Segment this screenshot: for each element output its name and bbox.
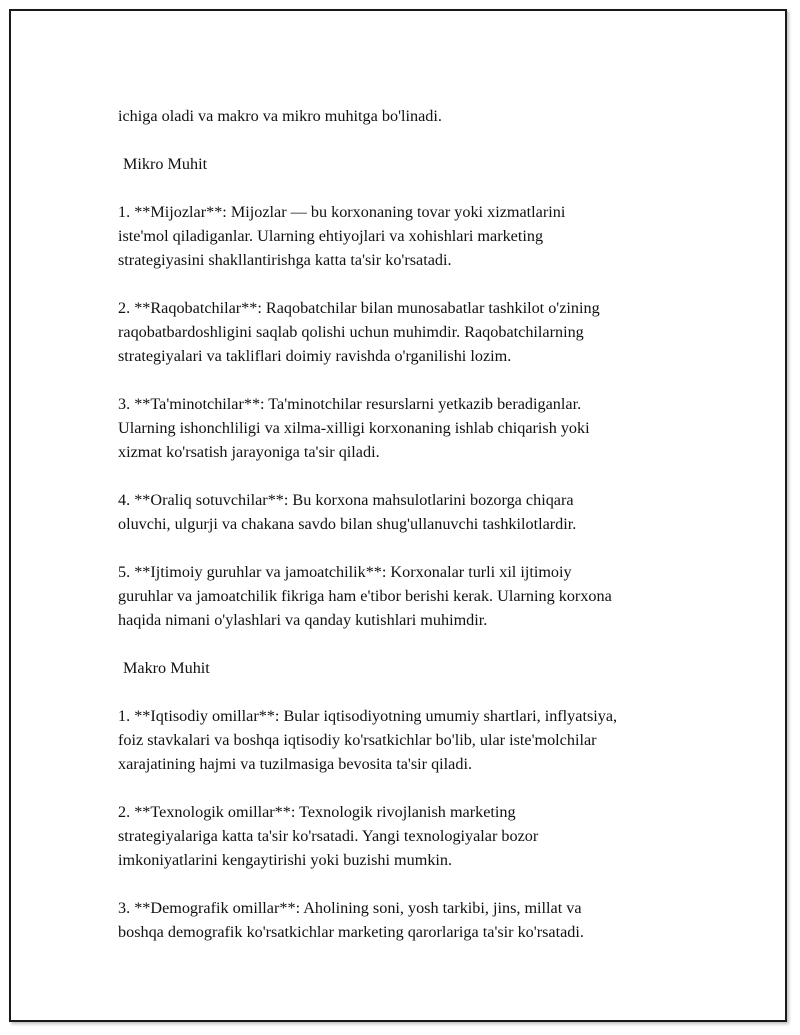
paragraph-iqtisodiy-omillar: 1. **Iqtisodiy omillar**: Bular iqtisodiyotning umumiy shartlari, inflyatsiya, foiz stavkalari va boshqa iqtisodiy ko'rsatkichlar bo'lib, ular iste'molchilar xarajatining hajmi va tuzilmasiga bevosita ta'sir qiladi.	[118, 707, 618, 773]
document-page	[9, 9, 787, 1022]
paragraph-oraliq-sotuvchilar: 4. **Oraliq sotuvchilar**: Bu korxona mahsulotlarini bozorga chiqara oluvchi, ulgurji va chakana savdo bilan shug'ullanuvchi tashkilotlardir.	[118, 491, 577, 533]
paragraph-demografik-omillar: 3. **Demografik omillar**: Aholining soni, yosh tarkibi, jins, millat va boshqa demografik ko'rsatkichlar marketing qarorlariga ta'sir ko'rsatadi.	[118, 899, 584, 941]
paragraph-raqobatchilar: 2. **Raqobatchilar**: Raqobatchilar bilan munosabatlar tashkilot o'zining raqobatbardoshligini saqlab qolishi uchun muhimdir. Raqobatchilarning strategiyalari va takliflari doimiy ravishda o'rganilishi lozim.	[118, 299, 600, 365]
paragraph-intro: ichiga oladi va makro va mikro muhitga bo'linadi.	[118, 107, 442, 125]
paragraph-ijtimoiy-guruhlar: 5. **Ijtimoiy guruhlar va jamoatchilik**: Korxonalar turli xil ijtimoiy guruhlar va jamoatchilik fikriga ham e'tibor berishi kerak. Ularning korxona haqida nimani o'ylashlari va qanday kutishlari muhimdir.	[118, 563, 612, 629]
paragraph-taminotchilar: 3. **Ta'minotchilar**: Ta'minotchilar resurslarni yetkazib beradiganlar. Ularning ishonchliligi va xilma-xilligi korxonaning ishlab chiqarish yoki xizmat ko'rsatish jarayoniga ta'sir qiladi.	[118, 395, 590, 461]
paragraph-texnologik-omillar: 2. **Texnologik omillar**: Texnologik rivojlanish marketing strategiyalariga katta ta'sir ko'rsatadi. Yangi texnologiyalar bozor imkoniyatlarini kengaytirishi yoki buzishi mumkin.	[118, 803, 539, 869]
section-heading-mikro-muhit: Mikro Muhit	[123, 155, 208, 173]
section-heading-makro-muhit: Makro Muhit	[123, 659, 210, 677]
document-body	[118, 104, 708, 968]
paragraph-mijozlar: 1. **Mijozlar**: Mijozlar — bu korxonaning tovar yoki xizmatlarini iste'mol qiladiganlar. Ularning ehtiyojlari va xohishlari marketing strategiyasini shakllantirishga katta ta'sir ko'rsatadi.	[118, 203, 566, 269]
